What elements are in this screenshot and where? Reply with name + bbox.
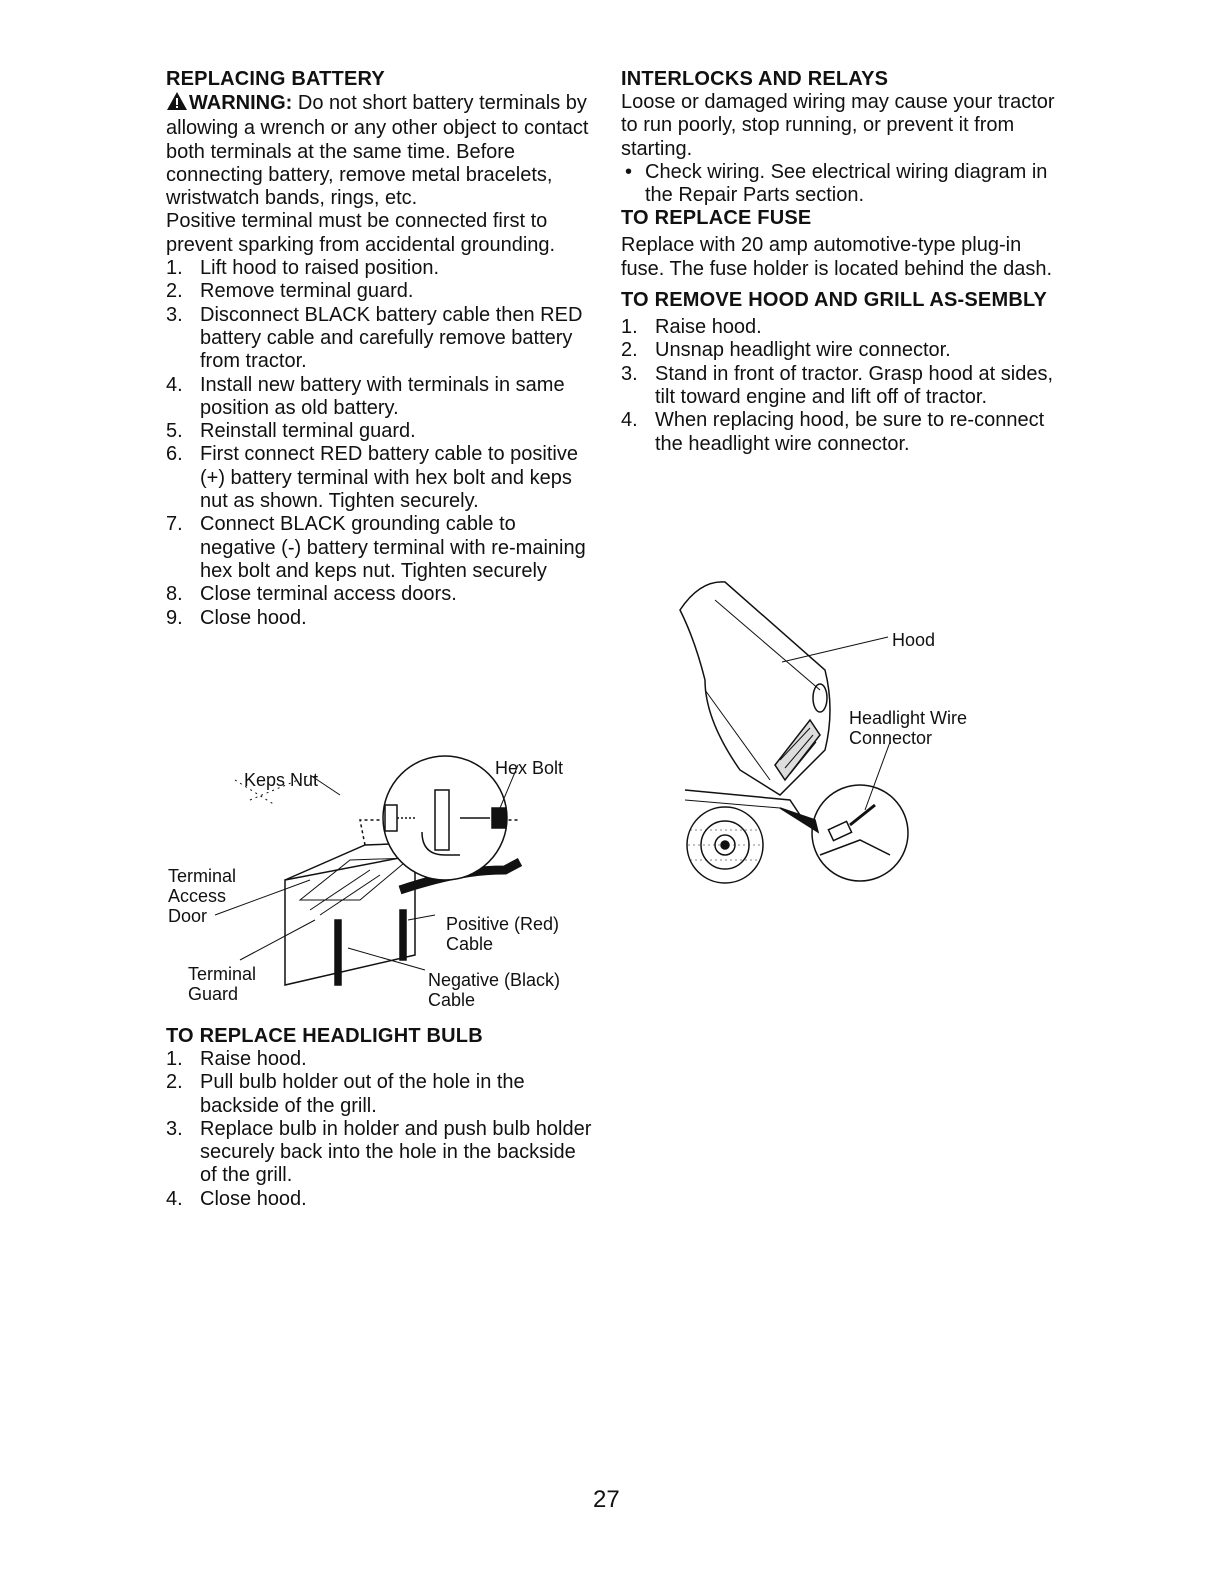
negative-cable-label: Negative (Black) Cable: [428, 970, 561, 1010]
headlight-section: [166, 1025, 596, 1211]
positive-cable-label: Positive (Red) Cable: [446, 914, 560, 954]
list-item: 9. Close hood.: [166, 606, 307, 629]
list-item: 8. Close terminal access doors.: [166, 583, 457, 606]
hood-label: Hood: [892, 630, 936, 650]
list-item: 4. When replacing hood, be sure to re-connect the headlight wire connector.: [621, 409, 1045, 455]
list-item: 2. Unsnap headlight wire connector.: [621, 339, 951, 362]
positive-terminal-note: Positive terminal must be connected first to prevent sparking from accidental grounding.: [166, 210, 556, 256]
headlight-heading: TO REPLACE HEADLIGHT BULB: [166, 1025, 483, 1047]
warning-triangle-icon: [166, 91, 188, 117]
interlocks-bullets: [621, 161, 1061, 208]
list-item: 5. Reinstall terminal guard.: [166, 420, 416, 443]
headlight-steps: [166, 1048, 596, 1211]
list-item: 1. Raise hood.: [166, 1048, 307, 1070]
battery-warning: [166, 91, 596, 210]
list-item: 1. Raise hood.: [621, 316, 762, 339]
list-item: 7. Connect BLACK grounding cable to negative (-) battery terminal with re-maining hex bolt and keps nut. Tighten securely: [166, 513, 586, 582]
fuse-text: Replace with 20 amp automotive-type plug-in fuse. The fuse holder is located behind the dash.: [621, 234, 1053, 280]
hood-figure: [660, 570, 1000, 900]
replacing-battery-heading: REPLACING BATTERY: [166, 68, 385, 90]
list-item: 6. First connect RED battery cable to positive (+) battery terminal with hex bolt and keps nut as shown. Tighten securely.: [166, 443, 578, 513]
warning-label: WARNING:: [189, 92, 293, 114]
keps-nut-label: Keps Nut: [244, 770, 319, 790]
list-item: 1. Lift hood to raised position.: [166, 257, 440, 280]
list-item: 3. Replace bulb in holder and push bulb holder securely back into the hole in the backside of the grill.: [166, 1117, 592, 1187]
interlocks-heading: INTERLOCKS AND RELAYS: [621, 68, 889, 90]
headlight-wire-label: Headlight Wire Connector: [849, 708, 968, 748]
battery-steps: [166, 257, 596, 630]
fuse-heading: TO REPLACE FUSE: [621, 207, 812, 230]
hood-steps: [621, 316, 1061, 456]
list-item: • Check wiring. See electrical wiring diagram in the Repair Parts section.: [625, 160, 1048, 207]
terminal-access-door-label: Terminal Access Door: [168, 866, 237, 926]
list-item: 2. Remove terminal guard.: [166, 280, 414, 303]
page-number: 27: [593, 1486, 620, 1513]
list-item: 4. Install new battery with terminals in same position as old battery.: [166, 373, 565, 419]
right-column: [621, 68, 1061, 456]
terminal-guard-label: Terminal Guard: [188, 964, 257, 1004]
list-item: 3. Stand in front of tractor. Grasp hood at sides, tilt toward engine and lift off of tractor.: [621, 362, 1053, 408]
list-item: 4. Close hood.: [166, 1187, 307, 1210]
list-item: 3. Disconnect BLACK battery cable then RED battery cable and carefully remove battery from tractor.: [166, 303, 583, 373]
interlocks-text: Loose or damaged wiring may cause your tractor to run poorly, stop running, or prevent it from starting.: [621, 91, 1055, 160]
hood-heading: TO REMOVE HOOD AND GRILL AS-SEMBLY: [621, 289, 1048, 312]
left-column: [166, 68, 596, 630]
warning-text: Do not short battery terminals by allowing a wrench or any other object to contact both terminals at the same time. Before connecting battery, remove metal bracelets, wristwatch bands, rings, etc.: [166, 92, 589, 210]
list-item: 2. Pull bulb holder out of the hole in the backside of the grill.: [166, 1071, 525, 1117]
battery-figure: [160, 750, 600, 1020]
hex-bolt-label: Hex Bolt: [495, 758, 564, 778]
